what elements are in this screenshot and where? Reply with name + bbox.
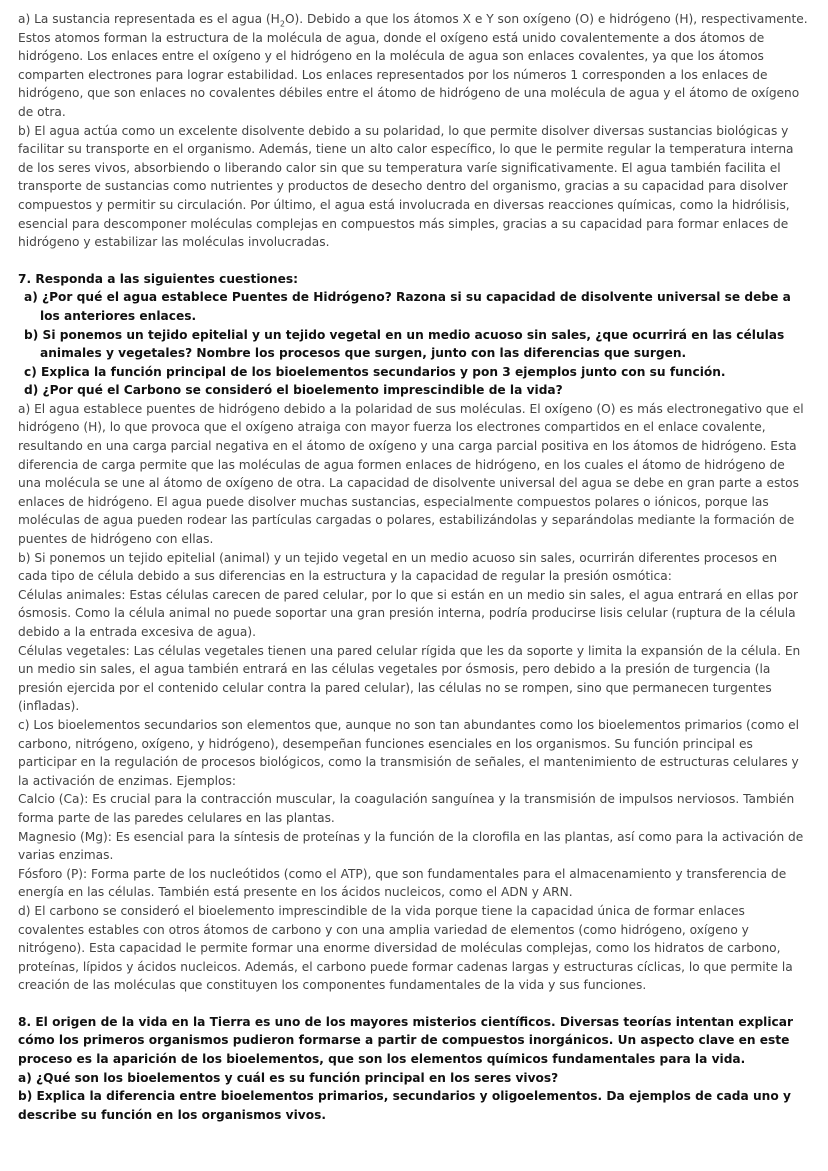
question-7a: a) ¿Por qué el agua establece Puentes de Hidrógeno? Razona si su capacidad de disolvente universal se debe a los anteriores enlaces. bbox=[24, 290, 791, 323]
answer-7c-calcio: Calcio (Ca): Es crucial para la contracción muscular, la coagulación sanguínea y la transmisión de impulsos nerviosos. También forma parte de las paredes celulares en las plantas. bbox=[18, 792, 795, 825]
answer-6b: b) El agua actúa como un excelente disolvente debido a su polaridad, lo que permite disolver diversas sustancias biológicas y facilitar su transporte en el organismo. Además, tiene un alto calor específico, lo que le permite regular la temperatura interna de los seres vivos, absorbiendo o liberando calor sin que su temperatura varíe significativamente. El agua también facilita el transporte de sustancias como nutrientes y productos de desecho dentro del organismo, gracias a su capacidad para disolver compuestos y permitir su circulación. Por último, el agua está involucrada en diversas reacciones químicas, como la hidrólisis, esencial para descomponer moléculas complejas en compuestos más simples, gracias a su capacidad para formar enlaces de hidrógeno y estabilizar las moléculas involucradas. bbox=[18, 123, 794, 250]
answer-7b: b) Si ponemos un tejido epitelial (animal) y un tejido vegetal en un medio acuoso sin sales, ocurrirán diferentes procesos en cada tipo de célula debido a sus diferencias en la estructura y la capacidad de regular la presión osmótica: bbox=[18, 550, 778, 584]
question-8a: a) ¿Qué son los bioelementos y cuál es su función principal en los seres vivos? bbox=[18, 1070, 559, 1085]
question-7-title: 7. Responda a las siguientes cuestiones: bbox=[18, 271, 298, 286]
answer-7c-fosforo: Fósforo (P): Forma parte de los nucleótidos (como el ATP), que son fundamentales para el almacenamiento y transferencia de energía en las células. También está presente en los ácidos nucleicos, como el ADN y ARN. bbox=[18, 866, 787, 900]
answer-6a: a) La sustancia representada es el agua $(H_2O)$. Debido a que los átomos X e Y son oxígeno (O) e hidrógeno (H), respectivamente. Estos atomos forman la estructura de la molécula de agua, donde el oxígeno está unido covalentemente a dos átomos de hidrógeno. Los enlaces entre el oxígeno y el hidrógeno en la molécula de agua son enlaces covalentes, ya que los átomos comparten electrones para lograr estabilidad. Los enlaces representados por los números 1 corresponden a los enlaces de hidrógeno, que son enlaces no covalentes débiles entre el átomo de hidrógeno de una molécula de agua y el átomo de oxígeno de otra. bbox=[18, 12, 808, 119]
question-7b: b) Si ponemos un tejido epitelial y un tejido vegetal en un medio acuoso sin sales, ¿que ocurrirá en las células animales y vegetales? Nombre los procesos que surgen, junto con las diferencias que surgen. bbox=[24, 327, 785, 361]
question-7c: c) Explica la función principal de los bioelementos secundarios y pon 3 ejemplos junto con su función. bbox=[24, 364, 726, 379]
question-8b: b) Explica la diferencia entre bioelementos primarios, secundarios y oligoelementos. Da ejemplos de cada uno y describe su función en los organismos vivos. bbox=[18, 1089, 791, 1122]
water-subscript: 2 bbox=[279, 19, 285, 29]
answer-7b-animal: Células animales: Estas células carecen de pared celular, por lo que si están en un medio sin sales, el agua entrará en ellas por ósmosis. Como la célula animal no puede soportar una gran presión interna, podría producirse lisis celular (ruptura de la célula debido a la entrada excesiva de agua). bbox=[18, 587, 798, 639]
answer-7d: d) El carbono se consideró el bioelemento imprescindible de la vida porque tiene la capacidad única de formar enlaces covalentes estables con otros átomos de carbono y con una amplia variedad de elementos (como hidrógeno, oxígeno y nitrógeno). Esta capacidad le permite formar una enorme diversidad de moléculas complejas, como los hidratos de carbono, proteínas, lípidos y ácidos nucleicos. Además, el carbono puede formar cadenas largas y estructuras cíclicas, lo que permite la creación de las moléculas que constituyen los componentes fundamentales de la vida y sus funciones. bbox=[18, 903, 793, 993]
answer-7a: a) El agua establece puentes de hidrógeno debido a la polaridad de sus moléculas. El oxígeno (O) es más electronegativo que el hidrógeno (H), lo que provoca que el oxígeno atraiga con mayor fuerza los electrones compartidos en el enlace covalente, resultando en una carga parcial negativa en el átomo de oxígeno y una carga parcial positiva en los átomos de hidrógeno. Esta diferencia de carga permite que las moléculas de agua formen enlaces de hidrógeno, en los cuales el átomo de hidrógeno de una molécula se une al átomo de oxígeno de otra. La capacidad de disolvente universal del agua se debe en gran parte a estos enlaces de hidrógeno. El agua puede disolver muchas sustancias, especialmente compuestos polares o iónicos, porque las moléculas de agua pueden rodear las partículas cargadas o polares, estabilizándolas y separándolas mediante la formación de puentes de hidrógeno con ellas. bbox=[18, 401, 804, 547]
question-8-intro: 8. El origen de la vida en la Tierra es uno de los mayores misterios científicos. Diversas teorías intentan explicar cómo los primeros organismos pudieron formarse a partir de compuestos inorgánicos. Un aspecto clave en este proceso es la aparición de los bioelementos, que son los elementos químicos fundamentales para la vida. bbox=[18, 1014, 793, 1067]
question-7d: d) ¿Por qué el Carbono se consideró el bioelemento imprescindible de la vida? bbox=[24, 383, 563, 398]
spacer bbox=[18, 252, 810, 270]
answer-7b-vegetal: Células vegetales: Las células vegetales tienen una pared celular rígida que les da soporte y limita la expansión de la célula. En un medio sin sales, el agua también entrará en las células vegetales por ósmosis, pero debido a la presión de turgencia (la presión ejercida por el contenido celular contra la pared celular), las células no se rompen, sino que permanecen turgentes (infladas). bbox=[18, 643, 801, 714]
document-page bbox=[18, 10, 810, 1124]
answer-7c: c) Los bioelementos secundarios son elementos que, aunque no son tan abundantes como los bioelementos primarios (como el carbono, nitrógeno, oxígeno, y hidrógeno), desempeñan funciones esenciales en los organismos. Su función principal es participar en la regulación de procesos biológicos, como la transmisión de señales, el mantenimiento de estructuras celulares y la activación de enzimas. Ejemplos: bbox=[18, 717, 800, 788]
spacer bbox=[18, 995, 810, 1013]
answer-7c-magnesio: Magnesio (Mg): Es esencial para la síntesis de proteínas y la función de la clorofila en las plantas, así como para la activación de varias enzimas. bbox=[18, 829, 804, 863]
